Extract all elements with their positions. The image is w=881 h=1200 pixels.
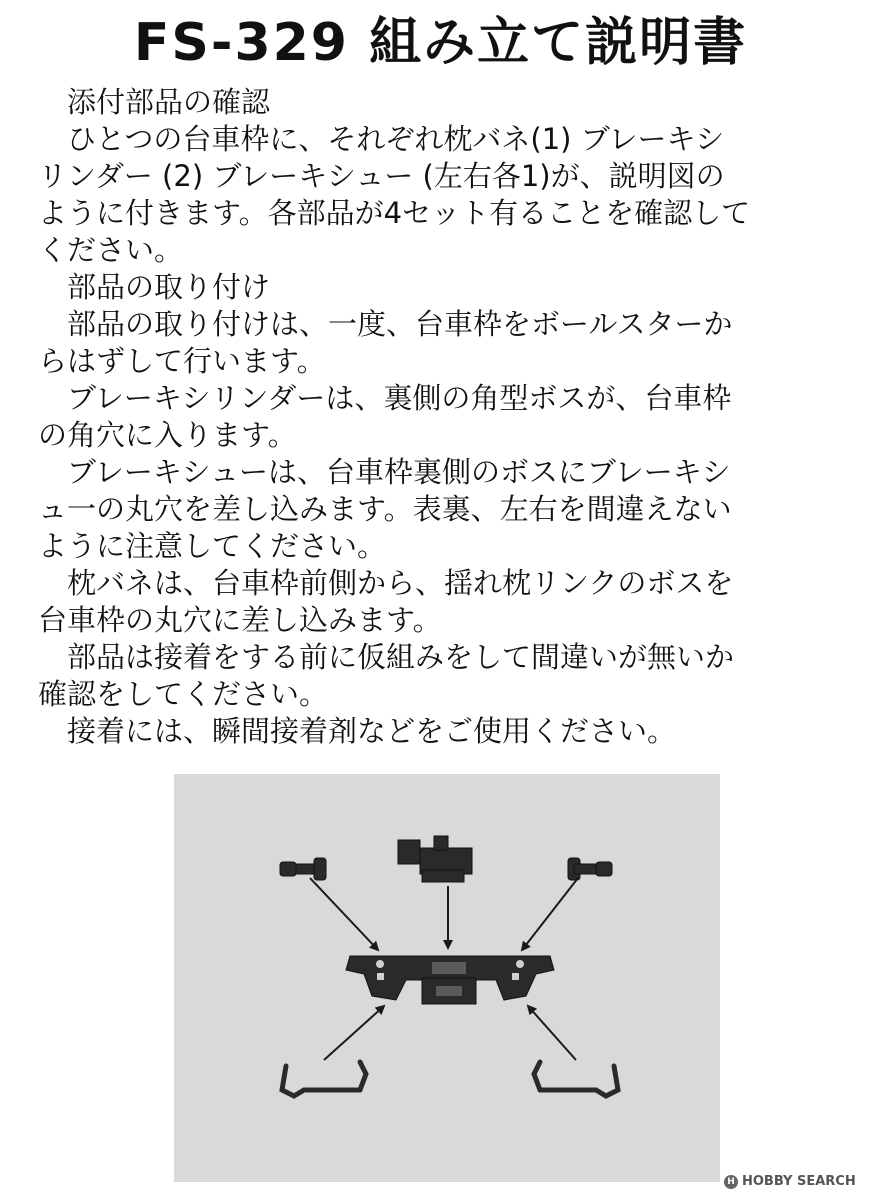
text-line: 部品の取り付けは、一度、台車枠をボールスターか: [38, 307, 733, 341]
document-title: FS-329 組み立て説明書: [133, 13, 748, 73]
brake-shoe-left-part: [282, 1062, 366, 1096]
brake-cylinder-part: [398, 836, 472, 882]
text-line: ブレーキシリンダーは、裏側の角型ボスが、台車枠: [38, 381, 732, 415]
text-line: ブレーキシューは、台車枠裏側のボスにブレーキシ: [38, 455, 731, 489]
text-line: ください。: [38, 233, 184, 267]
section-heading-parts-check: 添付部品の確認: [38, 85, 271, 119]
hobbysearch-logo-icon: H: [724, 1175, 738, 1189]
text-line: ように注意してください。: [38, 529, 387, 563]
text-line: 部品は接着をする前に仮組みをして間違いが無いか: [38, 640, 735, 674]
brake-shoe-right-part: [534, 1062, 618, 1096]
text-line: 接着には、瞬間接着剤などをご使用ください。: [38, 714, 677, 748]
text-line: ひとつの台車枠に、それぞれ枕バネ(1) ブレーキシ: [38, 122, 725, 156]
text-line: ように付きます。各部品が4セット有ることを確認して: [38, 196, 751, 230]
text-line: らはずして行います。: [38, 344, 326, 378]
text-line: リンダー (2) ブレーキシュー (左右各1)が、説明図の: [38, 159, 725, 193]
text-line: の角穴に入ります。: [38, 418, 297, 452]
text-line: ュ一の丸穴を差し込みます。表裏、左右を間違えない: [38, 492, 732, 526]
bogie-frame-part: [346, 956, 554, 1004]
text-line: 確認をしてください。: [38, 677, 329, 711]
assembly-diagram: [174, 774, 720, 1182]
hobbysearch-watermark: [724, 1174, 856, 1189]
instruction-text: [38, 84, 848, 750]
text-line: 台車枠の丸穴に差し込みます。: [38, 603, 442, 637]
bolster-spring-right-part: [568, 858, 612, 880]
watermark-text: HOBBY SEARCH: [742, 1174, 856, 1189]
section-heading-parts-attach: 部品の取り付け: [38, 270, 271, 304]
bolster-spring-left-part: [280, 858, 326, 880]
text-line: 枕バネは、台車枠前側から、揺れ枕リンクのボスを: [38, 566, 734, 600]
